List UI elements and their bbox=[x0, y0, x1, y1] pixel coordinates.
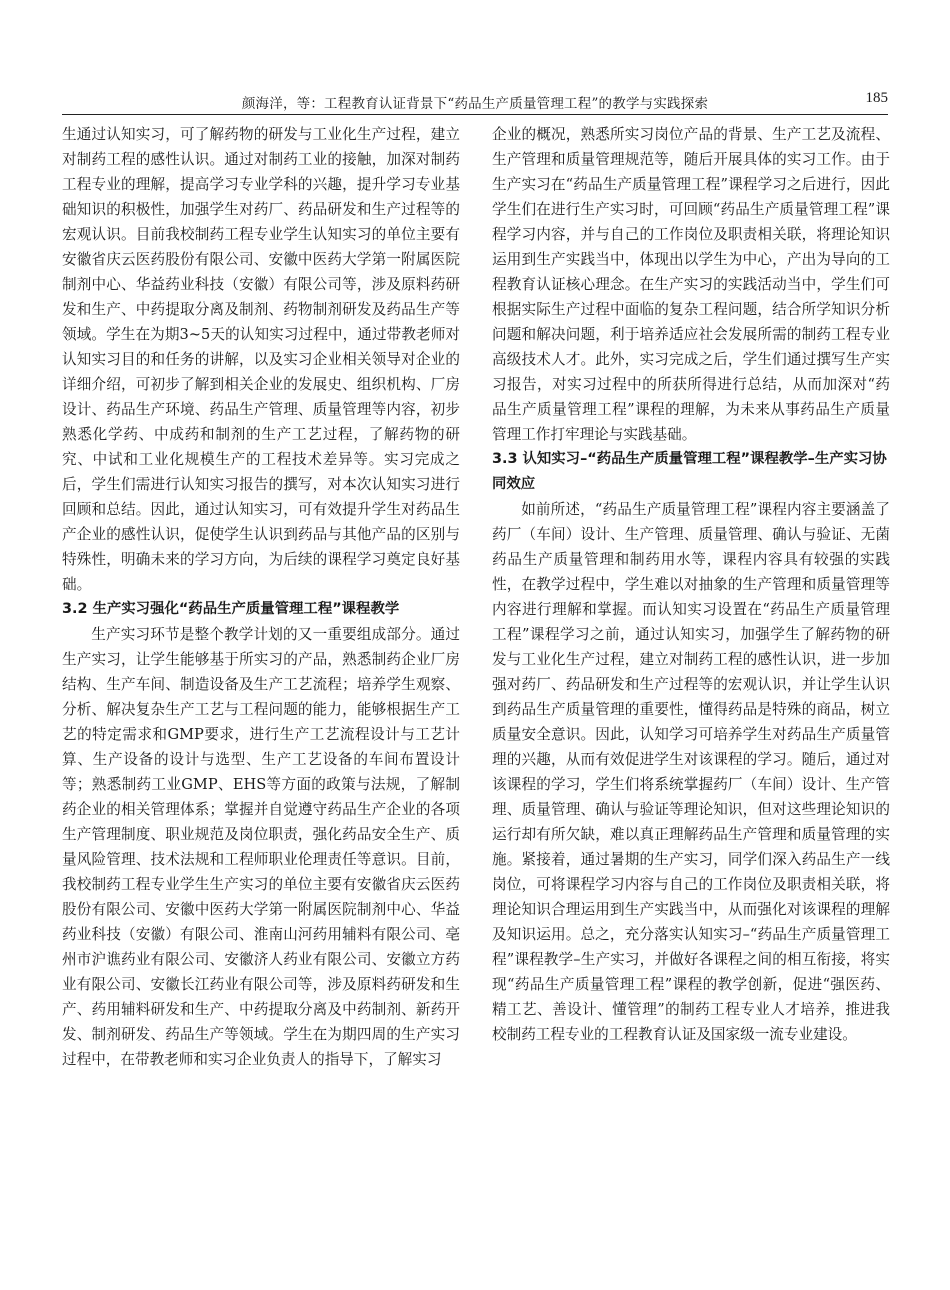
page-number: 185 bbox=[865, 90, 888, 106]
section-heading-3-3: 3.3 认知实习–“药品生产质量管理工程”课程教学–生产实习协同效应 bbox=[492, 451, 887, 492]
paragraph-production-internship: 生产实习环节是整个教学计划的又一重要组成部分。通过生产实习，让学生能够基于所实习的产品，熟悉制药企业厂房结构、生产车间、制造设备及生产工艺流程；培养学生观察、分析、解决复杂生产工艺与工程问题的能力，能够根据生产工艺的特定需求和GMP要求，进行生产工艺流程设计与工艺计算、生产设备的设计与选型、生产工艺设备的车间布置设计等；熟悉制药工业GMP、EHS等方面的政策与法规，了解制药企业的相关管理体系；掌握并自觉遵守药品生产企业的各项生产管理制度、职业规范及岗位职责，强化药品安全生产、质量风险管理、技术法规和工程师职业伦理责任等意识。目前，我校制药工程专业学生生产实习的单位主要有安徽省庆云医药股份有限公司、安徽中医药大学第一附属医院制剂中心、华益药业科技（安徽）有限公司、淮南山河药用辅料有限公司、亳州市沪谯药业有限公司、安徽济人药业有限公司、安徽立方药业有限公司、安徽长江药业有限公司等，涉及原料药研发和生产、药用辅料研发和生产、中药提取分离及中药制剂、新药开发、制剂研发、药品生产等领域。学生在为期四周的生产实习过程中，在带教老师和实习企业负责人的指导下，了解实习 bbox=[62, 626, 460, 1068]
paragraph-synergy: 如前所述，“药品生产质量管理工程”课程内容主要涵盖了药厂（车间）设计、生产管理、质量管理、确认与验证、无菌药品生产质量管理和制药用水等，课程内容具有较强的实践性，在教学过程中，学生难以对抽象的生产管理和质量管理等内容进行理解和掌握。而认知实习设置在“药品生产质量管理工程”课程学习之前，通过认知实习，加强学生了解药物的研发与工业化生产过程，建立对制药工程的感性认识，进一步加强对药厂、药品研发和生产过程等的宏观认识，并让学生认识到药品生产质量管理的重要性，懂得药品是特殊的商品，树立质量安全意识。因此，认知学习可培养学生对药品生产质量管理的兴趣，从而有效促进学生对该课程的学习。随后，通过对该课程的学习，学生们将系统掌握药厂（车间）设计、生产管理、质量管理、确认与验证等理论知识，但对这些理论知识的运行却有所欠缺，难以真正理解药品生产管理和质量管理的实施。紧接着，通过暑期的生产实习，同学们深入药品生产一线岗位，可将课程学习内容与自己的工作岗位及职责相关联，将理论知识合理运用到生产实践当中，从而强化对该课程的理解及知识运用。总之，充分落实认知实习–“药品生产质量管理工程”课程教学–生产实习，并做好各课程之间的相互衔接，将实现“药品生产质量管理工程”课程的教学创新，促进“强医药、精工艺、善设计、懂管理”的制药工程专业人才培养，推进我校制药工程专业的工程教育认证及国家级一流专业建设。 bbox=[492, 501, 890, 1043]
running-title: 颜海洋，等：工程教育认证背景下“药品生产质量管理工程”的教学与实践探索 bbox=[241, 96, 709, 112]
right-column bbox=[492, 122, 890, 1047]
left-column bbox=[62, 122, 460, 1072]
paragraph-cognitive-internship-cont: 生通过认知实习，可了解药物的研发与工业化生产过程，建立对制药工程的感性认识。通过对制药工业的接触，加深对制药工程专业的理解，提高学习专业学科的兴趣，提升学习专业基础知识的积极性，加强学生对药厂、药品研发和生产过程等的宏观认识。目前我校制药工程专业学生认知实习的单位主要有安徽省庆云医药股份有限公司、安徽中医药大学第一附属医院制剂中心、华益药业科技（安徽）有限公司等，涉及原料药研发和生产、中药提取分离及制剂、药物制剂研发及药品生产等领域。学生在为期3~5天的认知实习过程中，通过带教老师对认知实习目的和任务的讲解，以及实习企业相关领导对企业的详细介绍，可初步了解到相关企业的发展史、组织机构、厂房设计、药品生产环境、药品生产管理、质量管理等内容，初步熟悉化学药、中成药和制剂的生产工艺过程，了解药物的研究、中试和工业化规模生产的工程技术差异等。实习完成之后，学生们需进行认知实习报告的撰写，对本次认知实习进行回顾和总结。因此，通过认知实习，可有效提升学生对药品生产企业的感性认识，促使学生认识到药品与其他产品的区别与特殊性，明确未来的学习方向，为后续的课程学习奠定良好基础。 bbox=[62, 126, 460, 593]
page-header bbox=[62, 88, 888, 115]
section-heading-3-2: 3.2 生产实习强化“药品生产质量管理工程”课程教学 bbox=[62, 601, 400, 617]
paragraph-production-internship-cont: 企业的概况，熟悉所实习岗位产品的背景、生产工艺及流程、生产管理和质量管理规范等，随后开展具体的实习工作。由于生产实习在“药品生产质量管理工程”课程学习之后进行，因此学生们在进行生产实习时，可回顾“药品生产质量管理工程”课程学习内容，并与自己的工作岗位及职责相关联，将理论知识运用到生产实践当中，体现出以学生为中心，产出为导向的工程教育认证核心理念。在生产实习的实践活动当中，学生们可根据实际生产过程中面临的复杂工程问题，结合所学知识分析问题和解决问题，利于培养适应社会发展所需的制药工程专业高级技术人才。此外，实习完成之后，学生们通过撰写生产实习报告，对实习过程中的所获所得进行总结，从而加深对“药品生产质量管理工程”课程的理解，为未来从事药品生产质量管理工作打牢理论与实践基础。 bbox=[492, 126, 890, 443]
